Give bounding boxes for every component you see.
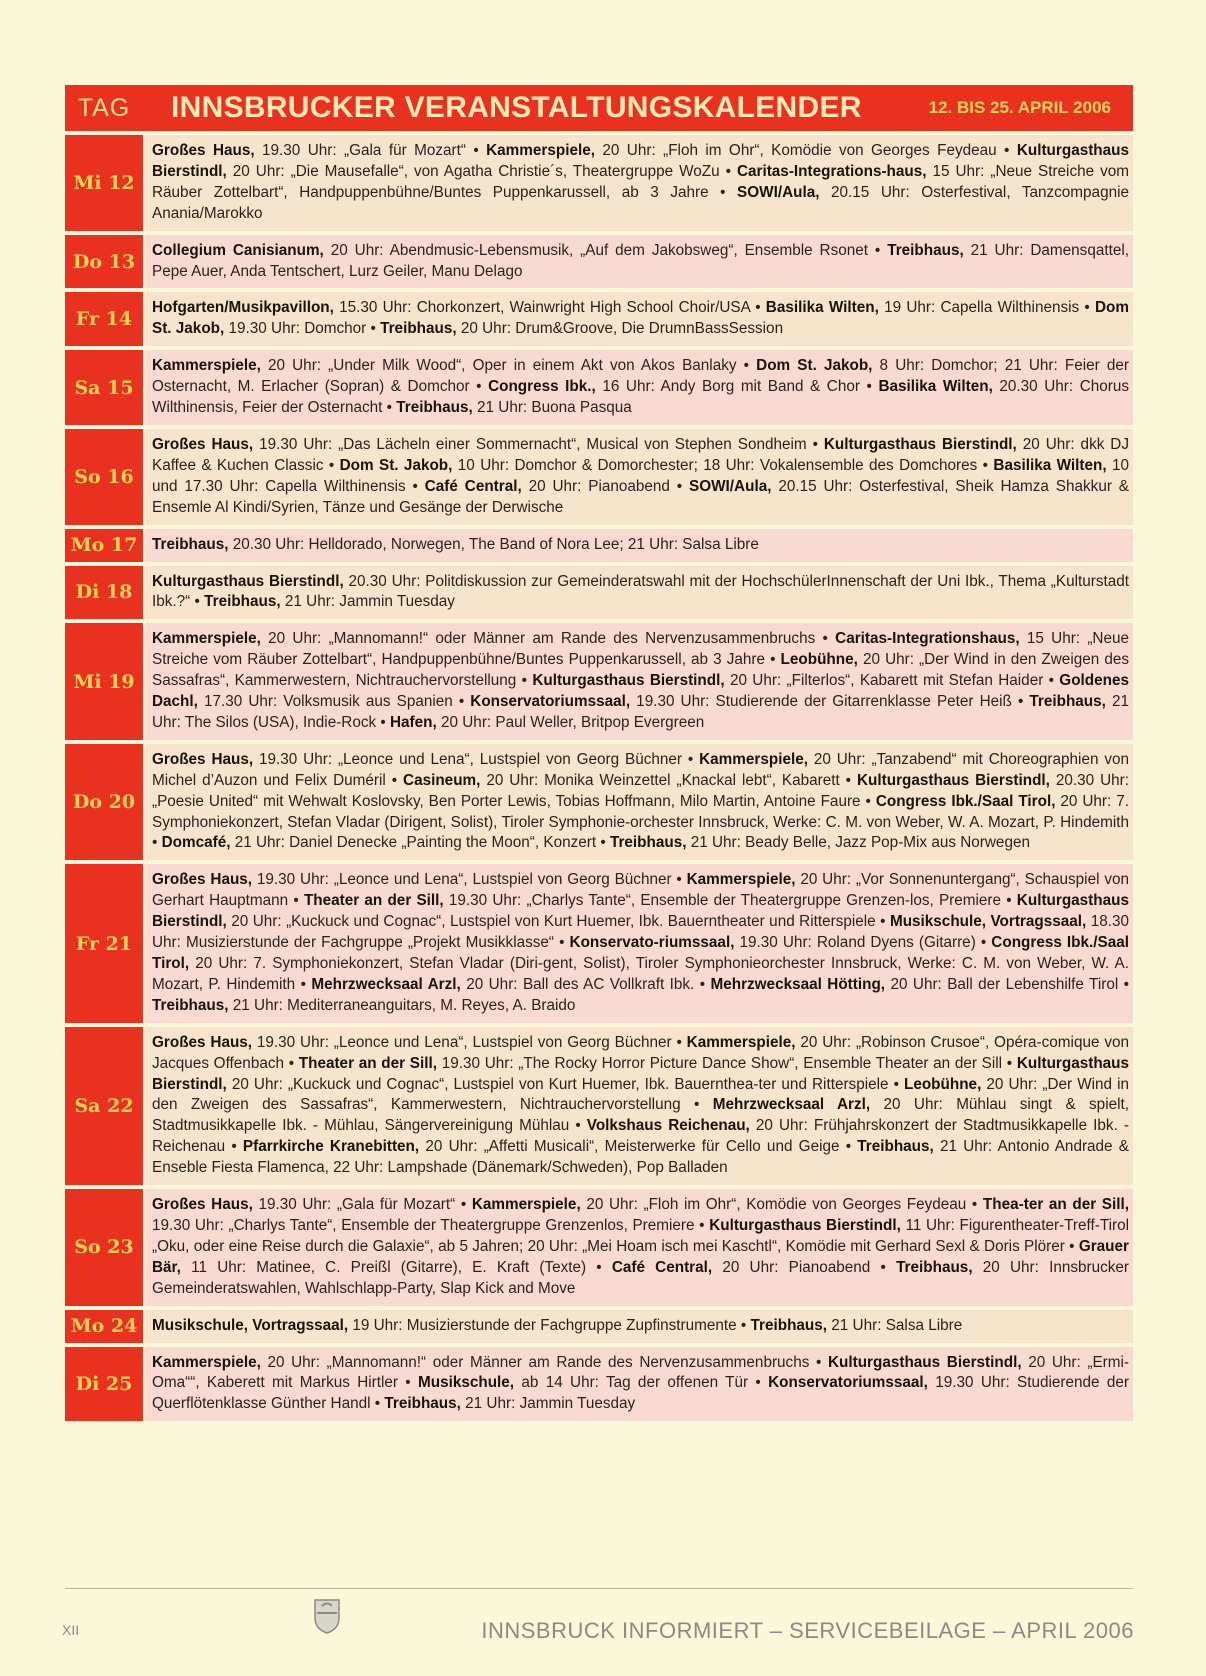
venue-name: Mehrzwecksaal Arzl,: [311, 975, 461, 993]
venue-name: Kulturgasthaus Bierstindl,: [152, 1054, 1130, 1093]
venue-name: Treibhaus,: [887, 241, 964, 259]
event-text: 21 Uhr: Mediterraneanguitars, M. Reyes, A. Braido: [228, 996, 576, 1014]
venue-name: Großes Haus,: [152, 435, 254, 453]
venue-name: Großes Haus,: [152, 1196, 253, 1214]
day-label: Do 13: [65, 235, 143, 289]
calendar-row: [65, 566, 1133, 620]
event-list: [65, 135, 1133, 1421]
venue-name: Pfarrkirche Kranebitten,: [242, 1138, 420, 1156]
event-text: 19.30 Uhr: Studierende der Querflötenklasse Günther Handl •: [152, 1374, 1129, 1413]
venue-name: Treibhaus,: [152, 535, 229, 553]
event-text: 21 Uhr: Beady Belle, Jazz Pop-Mix aus Norwegen: [686, 834, 1030, 852]
venue-name: Theater an der Sill,: [298, 1054, 437, 1072]
venue-name: Konservatoriumssaal,: [768, 1374, 928, 1392]
venue-name: Treibhaus,: [380, 320, 457, 338]
venue-name: Kulturgasthaus Bierstindl,: [152, 892, 1129, 931]
event-text: 21 Uhr: Jammin Tuesday: [280, 593, 455, 611]
venue-name: Treibhaus,: [857, 1138, 934, 1156]
venue-name: Theater an der Sill,: [303, 892, 444, 910]
event-text: 20.30 Uhr: „Poesie United“ mit Wehwalt Koslovsky, Ben Porter Lewis, Tobias Hoffmann, Milo Martin, Antoine Faure •: [152, 771, 1129, 810]
venue-name: Kammerspiele,: [686, 1033, 796, 1051]
event-text: 19.30 Uhr: Domchor •: [224, 320, 381, 338]
venue-name: Treibhaus,: [750, 1316, 828, 1334]
event-text: 19.30 Uhr: Roland Dyens (Gitarre) •: [734, 934, 992, 952]
event-text: 21 Uhr: Antonio Andrade & Enseble Fiesta Flamenca, 22 Uhr: Lampshade (Dänemark/Schweden), Pop Balladen: [152, 1138, 1129, 1177]
event-description: [145, 292, 1133, 346]
day-label: Sa 15: [65, 350, 143, 425]
day-label: Do 20: [65, 744, 143, 861]
page-number: XII: [62, 1622, 80, 1638]
venue-name: Kammerspiele,: [686, 871, 796, 889]
coat-of-arms-icon: [313, 1598, 341, 1634]
venue-name: Domcafé,: [161, 834, 231, 852]
event-text: 20 Uhr: 7. Symphoniekonzert, Stefan Vladar (Diri-gent, Solist), Tiroler Symphonieorchester Innsbruck, Werke: C. M. von Weber, W. A. Mozart, P. Hindemith •: [152, 955, 1129, 993]
venue-name: Café Central,: [611, 1258, 713, 1276]
event-text: 19.30 Uhr: Studierende der Gitarrenklasse Peter Heiß •: [630, 693, 1030, 711]
event-text: 20 Uhr: Pianoabend •: [712, 1258, 897, 1276]
day-label: So 23: [65, 1189, 143, 1306]
event-description: [145, 1310, 1133, 1343]
day-label: Di 25: [65, 1347, 143, 1422]
event-text: 20.30 Uhr: Politdiskussion zur Gemeinderatswahl mit der HochschülerInnenschaft der Uni Ibk., Thema „Kulturstadt Ibk.?“ •: [152, 572, 1130, 611]
event-text: 21 Uhr: Daniel Denecke „Painting the Moon“, Konzert •: [230, 834, 610, 852]
event-text: 8 Uhr: Domchor; 21 Uhr: Feier der Osternacht, M. Erlacher (Sopran) & Domchor •: [152, 357, 1129, 396]
venue-name: Thea-ter an der Sill,: [982, 1196, 1130, 1214]
venue-name: Kulturgasthaus Bierstindl,: [709, 1216, 901, 1234]
event-text: 19.30 Uhr: „The Rocky Horror Picture Dance Show“, Ensemble Theater an der Sill •: [437, 1054, 1017, 1072]
event-text: 20 Uhr: „Kuckuck und Cognac“, Lustspiel von Kurt Huemer, Ibk. Bauerntheater und Ritterspiele •: [226, 913, 890, 931]
venue-name: Musikschule, Vortragssaal,: [152, 1316, 349, 1334]
venue-name: Kammerspiele,: [486, 142, 595, 159]
event-description: [145, 623, 1133, 740]
event-text: 19.30 Uhr: „Charlys Tante“, Ensemble der Theatergruppe Grenzen-los, Premiere •: [443, 892, 1017, 910]
venue-name: Treibhaus,: [609, 834, 687, 852]
venue-name: Konservato-riumssaal,: [569, 934, 735, 952]
event-text: 19 Uhr: Capella Wilthinensis •: [878, 299, 1095, 317]
day-label: Sa 22: [65, 1027, 143, 1185]
venue-name: Kammerspiele,: [152, 1353, 261, 1371]
event-description: [145, 429, 1133, 525]
venue-name: Kulturgasthaus Bierstindl,: [823, 435, 1017, 453]
event-description: [145, 1027, 1133, 1185]
event-text: 15 Uhr: „Neue Streiche vom Räuber Zottelbart“, Handpuppenbühne/Buntes Puppenkarussell, ab 3 Jahre •: [152, 630, 1129, 669]
venue-name: Basilika Wilten,: [993, 456, 1107, 474]
day-label: Fr 21: [65, 864, 143, 1022]
event-text: 20 Uhr: „Filterlos“, Kabarett mit Stefan Haider •: [724, 672, 1060, 690]
event-description: [145, 566, 1133, 620]
event-text: ab 14 Uhr: Tag der offenen Tür •: [514, 1374, 769, 1392]
day-column-header: TAG: [77, 93, 131, 122]
event-text: 20.15 Uhr: Osterfestival, Sheik Hamza Shakkur & Ensemle Al Kindi/Syrien, Tänze und Gesänge der Derwische: [152, 477, 1129, 516]
venue-name: Kulturgasthaus Bierstindl,: [827, 1353, 1022, 1371]
event-text: 20.30 Uhr: Helldorado, Norwegen, The Band of Nora Lee; 21 Uhr: Salsa Libre: [228, 535, 759, 553]
event-text: 20 Uhr: „Tanzabend“ mit Choreographien von Michel d’Auzon und Felix Duméril •: [152, 750, 1130, 789]
calendar-row: [65, 864, 1133, 1022]
venue-name: Leobühne,: [780, 651, 858, 669]
event-description: [145, 1189, 1133, 1306]
event-text: 21 Uhr: Damensqattel, Pepe Auer, Anda Tentschert, Lurz Geiler, Manu Delago: [152, 241, 1130, 280]
event-text: 20 Uhr: „Floh im Ohr“, Komödie von Georges Feydeau •: [594, 142, 1017, 159]
venue-name: Caritas-Integrations-haus,: [736, 162, 927, 180]
event-text: 21 Uhr: Jammin Tuesday: [460, 1395, 636, 1413]
day-label: Mo 17: [65, 529, 143, 562]
venue-name: Hafen,: [390, 713, 437, 731]
event-text: 15 Uhr: „Neue Streiche vom Räuber Zottelbart“, Handpuppenbühne/Buntes Puppenkarussell, ab 3 Jahre •: [152, 162, 1129, 201]
venue-name: Großes Haus,: [152, 1033, 253, 1051]
event-description: [145, 744, 1133, 861]
event-text: 19.30 Uhr: „Leonce und Lena“, Lustspiel von Georg Büchner •: [253, 750, 700, 768]
event-text: 20 Uhr: Ball der Lebenshilfe Tirol •: [885, 975, 1130, 993]
event-text: 20.30 Uhr: Chorus Wilthinensis, Feier der Osternacht •: [152, 378, 1130, 417]
calendar-row: [65, 429, 1133, 525]
event-text: 20.15 Uhr: Osterfestival, Tanzcompagnie Anania/Marokko: [152, 183, 1129, 222]
event-text: 20 Uhr: „Floh im Ohr“, Komödie von Georges Feydeau •: [580, 1196, 983, 1214]
calendar-page: [65, 85, 1133, 1421]
venue-name: Dom St. Jakob,: [152, 299, 1129, 338]
event-text: 20 Uhr: Mühlau singt & spielt, Stadtmusikkapelle Ibk. - Mühlau, Sängervereinigung Mühlau •: [152, 1096, 1129, 1135]
calendar-row: [65, 292, 1133, 346]
venue-name: Großes Haus,: [152, 750, 254, 768]
event-description: [145, 529, 1133, 562]
venue-name: Mehrzwecksaal Arzl,: [712, 1096, 871, 1114]
venue-name: Musikschule, Vortragssaal,: [889, 913, 1087, 931]
event-text: 20 Uhr: Abendmusic-Lebensmusik, „Auf dem Jakobsweg“, Ensemble Rsonet •: [323, 241, 888, 259]
venue-name: Hofgarten/Musikpavillon,: [152, 299, 334, 317]
venue-name: Treibhaus,: [396, 399, 473, 417]
day-label: Fr 14: [65, 292, 143, 346]
event-text: 20 Uhr: Monika Weinzettel „Knackal lebt“, Kabarett •: [480, 771, 857, 789]
calendar-row: [65, 135, 1133, 231]
event-text: 20 Uhr: Ball des AC Vollkraft Ibk. •: [460, 975, 711, 993]
venue-name: Congress Ibk.,: [488, 378, 596, 396]
event-text: 20 Uhr: Frühjahrskonzert der Stadtmusikkapelle Ibk. - Reichenau •: [152, 1117, 1129, 1156]
day-label: Di 18: [65, 566, 143, 620]
event-text: 20 Uhr: „Der Wind in den Zweigen des Sassafras“, Kammerwestern, Nichtrauchervorstellung •: [152, 651, 1129, 690]
event-text: 21 Uhr: Salsa Libre: [827, 1316, 963, 1334]
venue-name: Leobühne,: [903, 1075, 982, 1093]
venue-name: Casineum,: [403, 771, 481, 789]
calendar-row: [65, 623, 1133, 740]
venue-name: Kammerspiele,: [699, 750, 808, 768]
event-text: 10 Uhr: Domchor & Domorchester; 18 Uhr: Vokalensemble des Domchores •: [452, 456, 994, 474]
calendar-header: [65, 85, 1133, 131]
calendar-row: [65, 1347, 1133, 1422]
calendar-row: [65, 1189, 1133, 1306]
venue-name: Konservatoriumssaal,: [470, 693, 631, 711]
venue-name: Treibhaus,: [896, 1258, 973, 1276]
event-text: 21 Uhr: The Silos (USA), Indie-Rock •: [152, 693, 1129, 731]
venue-name: Kulturgasthaus Bierstindl,: [152, 572, 344, 590]
venue-name: Volkshaus Reichenau,: [586, 1117, 750, 1135]
event-text: 11 Uhr: Matinee, C. Preißl (Gitarre), E. Kraft (Texte) •: [180, 1258, 612, 1276]
venue-name: Musikschule,: [417, 1374, 515, 1392]
event-text: 20 Uhr: „Die Mausefalle“, von Agatha Christie´s, Theatergruppe WoZu •: [226, 162, 737, 180]
event-text: 17.30 Uhr: Volksmusik aus Spanien •: [197, 693, 471, 711]
event-text: 20 Uhr: „Mannomann!“ oder Männer am Rande des Nervenzusammenbruchs •: [260, 630, 836, 648]
calendar-row: [65, 744, 1133, 861]
venue-name: Grauer Bär,: [152, 1237, 1129, 1276]
footer-title: INNSBRUCK INFORMIERT – SERVICEBEILAGE – APRIL 2006: [481, 1618, 1134, 1643]
event-text: 10 und 17.30 Uhr: Capella Wilthinensis •: [152, 456, 1130, 495]
venue-name: Basilika Wilten,: [878, 378, 993, 396]
venue-name: Dom St. Jakob,: [756, 357, 873, 375]
event-description: [145, 1347, 1133, 1422]
venue-name: Café Central,: [424, 477, 522, 495]
venue-name: Treibhaus,: [204, 593, 281, 611]
event-text: 20 Uhr: „Mannomann!“ oder Männer am Rande des Nervenzusammenbruchs •: [260, 1353, 828, 1371]
venue-name: SOWI/Aula,: [689, 477, 772, 495]
calendar-row: [65, 350, 1133, 425]
calendar-row: [65, 1310, 1133, 1343]
venue-name: Kammerspiele,: [152, 630, 261, 648]
event-text: 20 Uhr: „Under Milk Wood“, Oper in einem Akt von Akos Banlaky •: [260, 357, 757, 375]
venue-name: Basilika Wilten,: [765, 299, 879, 317]
venue-name: Treibhaus,: [384, 1395, 461, 1413]
venue-name: Collegium Canisianum,: [152, 241, 324, 259]
event-text: 20 Uhr: „Robinson Crusoe“, Opéra-comique von Jacques Offenbach •: [152, 1033, 1129, 1072]
venue-name: Goldenes Dachl,: [152, 672, 1129, 711]
event-text: 19.30 Uhr: „Charlys Tante“, Ensemble der Theatergruppe Grenzenlos, Premiere •: [152, 1216, 710, 1234]
event-text: 19.30 Uhr: „Das Lächeln einer Sommernacht“, Musical von Stephen Sondheim •: [253, 435, 824, 453]
footer-divider: [65, 1588, 1133, 1589]
event-text: 19.30 Uhr: „Gala für Mozart“ •: [252, 1196, 472, 1214]
event-text: 20 Uhr: Pianoabend •: [521, 477, 690, 495]
venue-name: Dom St. Jakob,: [339, 456, 453, 474]
venue-name: SOWI/Aula,: [737, 183, 820, 201]
calendar-row: [65, 1027, 1133, 1185]
day-label: Mi 12: [65, 135, 143, 231]
venue-name: Kammerspiele,: [152, 357, 261, 375]
day-label: Mi 19: [65, 623, 143, 740]
venue-name: Congress Ibk./Saal Tirol,: [875, 792, 1056, 810]
event-description: [145, 350, 1133, 425]
event-text: 11 Uhr: Figurentheater-Treff-Tirol „Oku, oder eine Reise durch die Galaxie“, ab 5 Jahren; 20 Uhr: „Mei Hoam isch mei Kaschtl“, Komödie mit Gerhard Sexl & Doris Plörer •: [152, 1216, 1130, 1255]
venue-name: Großes Haus,: [152, 142, 255, 159]
event-text: 20 Uhr: „Ermi-Oma““, Kaberett mit Markus Hirtler •: [152, 1353, 1129, 1392]
event-description: [145, 864, 1133, 1022]
venue-name: Kulturgasthaus Bierstindl,: [152, 142, 1129, 180]
event-description: [145, 235, 1133, 289]
page-title: INNSBRUCKER VERANSTALTUNGSKALENDER: [171, 91, 862, 124]
event-text: 20 Uhr: 7. Symphoniekonzert, Stefan Vladar (Dirigent, Solist), Tiroler Symphonie-orchester Innsbruck, Werke: C. M. von Weber, W. A. Mozart, P. Hindemith •: [152, 792, 1129, 852]
event-text: 20 Uhr: „Kuckuck und Cognac“, Lustspiel von Kurt Huemer, Ibk. Bauernthea-ter und Ritterspiele •: [226, 1075, 904, 1093]
event-text: 19.30 Uhr: „Leonce und Lena“, Lustspiel von Georg Büchner •: [252, 1033, 687, 1051]
venue-name: Caritas-Integrationshaus,: [835, 630, 1020, 648]
event-text: 20 Uhr: „Affetti Musicali“, Meisterwerke für Cello und Geige •: [419, 1138, 858, 1156]
venue-name: Kammerspiele,: [471, 1196, 581, 1214]
venue-name: Treibhaus,: [152, 996, 229, 1014]
event-text: 19.30 Uhr: „Leonce und Lena“, Lustspiel von Georg Büchner •: [252, 871, 687, 889]
event-text: 18.30 Uhr: Musizierstunde der Fachgruppe „Projekt Musikklasse“ •: [152, 913, 1130, 952]
venue-name: Großes Haus,: [152, 871, 253, 889]
event-text: 20 Uhr: „Vor Sonnenuntergang“, Schauspiel von Gerhart Hauptmann •: [152, 871, 1129, 910]
calendar-row: [65, 529, 1133, 562]
event-text: 15.30 Uhr: Chorkonzert, Wainwright High School Choir/USA •: [333, 299, 766, 317]
calendar-row: [65, 235, 1133, 289]
event-text: 20 Uhr: Paul Weller, Britpop Evergreen: [436, 713, 705, 731]
event-text: 19 Uhr: Musizierstunde der Fachgruppe Zupfinstrumente •: [348, 1316, 751, 1334]
venue-name: Congress Ibk./Saal Tirol,: [152, 934, 1129, 972]
venue-name: Mehrzwecksaal Hötting,: [710, 975, 886, 993]
event-text: 20 Uhr: Innsbrucker Gemeinderatswahlen, Wahlschlapp-Party, Slap Kick and Move: [152, 1258, 1129, 1297]
date-range: 12. BIS 25. APRIL 2006: [928, 98, 1111, 117]
venue-name: Kulturgasthaus Bierstindl,: [856, 771, 1050, 789]
event-description: [145, 135, 1133, 231]
day-label: Mo 24: [65, 1310, 143, 1343]
event-text: 19.30 Uhr: „Gala für Mozart“ •: [254, 142, 487, 159]
event-text: 20 Uhr: dkk DJ Kaffee & Kuchen Classic •: [152, 435, 1130, 474]
venue-name: Treibhaus,: [1029, 693, 1106, 711]
day-label: So 16: [65, 429, 143, 525]
event-text: 16 Uhr: Andy Borg mit Band & Chor •: [595, 378, 879, 396]
event-text: 21 Uhr: Buona Pasqua: [472, 399, 632, 417]
event-text: 20 Uhr: „Der Wind in den Zweigen des Sassafras“, Kammerwestern, Nichtrauchervorstellung •: [152, 1075, 1129, 1114]
event-text: 20 Uhr: Drum&Groove, Die DrumnBassSession: [456, 320, 784, 338]
venue-name: Kulturgasthaus Bierstindl,: [532, 672, 725, 690]
